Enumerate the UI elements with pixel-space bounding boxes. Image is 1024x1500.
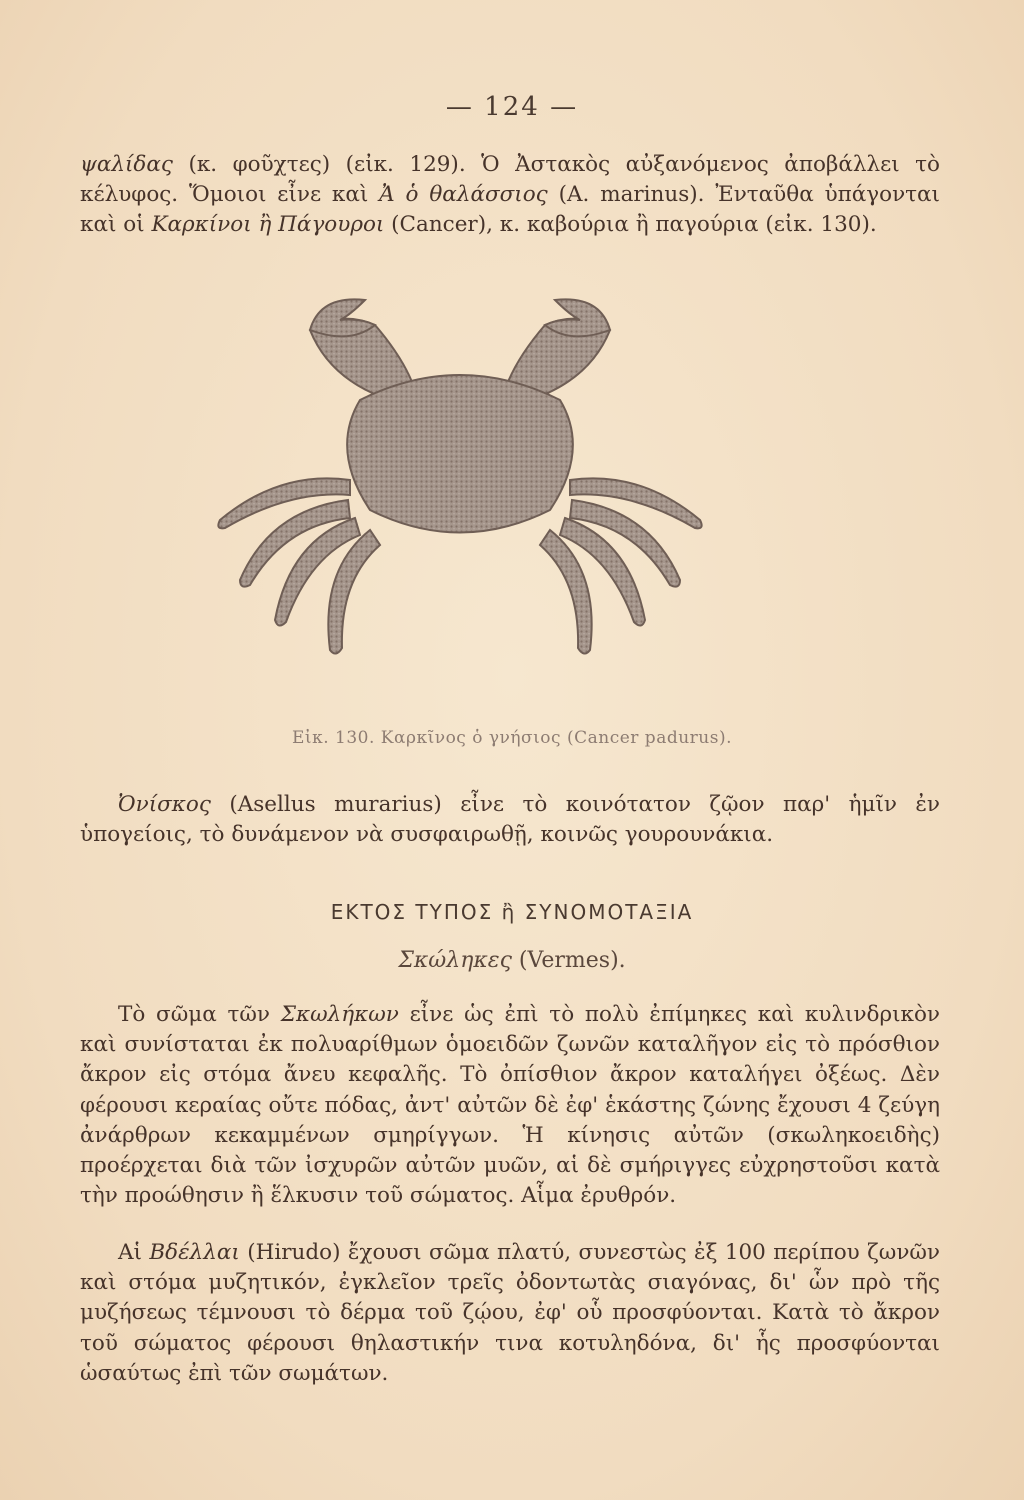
italic-term: Καρκίνοι ἢ Πάγουροι	[151, 212, 385, 238]
text-run: (Cancer), κ. καβούρια ἢ παγούρια (εἰκ. 130).	[384, 212, 877, 238]
page-number: — 124 —	[445, 92, 579, 122]
section-heading: ΕΚΤΟΣ ΤΥΠΟΣ ἢ ΣΥΝΟΜΟΤΑΞΙΑ	[330, 900, 694, 924]
paragraph-lobster	[80, 150, 940, 241]
text-run: Αἱ	[118, 1240, 150, 1265]
figure-caption: Εἰκ. 130. Καρκῖνος ὁ γνήσιος (Cancer padurus).	[292, 728, 732, 748]
italic-term: Ἀ ὁ θαλάσσιος	[379, 182, 548, 208]
text-run: (Hirudo) ἔχουσι σῶμα πλατύ, συνεστὼς ἐξ 100 περίπου ζωνῶν καὶ στόμα μυζητικόν, ἐγκλεῖον τρεῖς ὀδοντωτὰς σιαγόνας, δι' ὧν πρὸ τῆς μυζήσεως τέμνουσι τὸ δέρμα τοῦ ζῴου, ἐφ' οὗ προσφύονται. Κατὰ τὸ ἄκρον τοῦ σώματος φέρουσι θηλαστικήν τινα κοτυληδόνα, δι' ἧς προσφύονται ὡσαύτως ἐπὶ τῶν σωμάτων.	[80, 1240, 940, 1386]
italic-term: ψαλίδας	[80, 152, 173, 177]
paragraph-leeches	[80, 1238, 940, 1389]
text-run: εἶνε ὡς ἐπὶ τὸ πολὺ ἐπίμηκες καὶ κυλινδρικὸν καὶ συνίσταται ἐκ πολυαρίθμων ὁμοειδῶν ζωνῶν καταλῆγον εἰς τὸ πρόσθιον ἄκρον εἰς στόμα ἄνευ κεφαλῆς. Τὸ ὀπίσθιον ἄκρον καταλήγει ὀξέως. Δὲν φέρουσι κεραίας οὔτε πόδας, ἀντ' αὐτῶν δὲ ἐφ' ἑκάστης ζώνης ἔχουσι 4 ζεύγη ἀνάρθρων κεκαμμένων σμηρίγγων. Ἡ κίνησις αὐτῶν (σκωληκοειδὴς) προέρχεται διὰ τῶν ἰσχυρῶν αὐτῶν μυῶν, αἱ δὲ σμήριγγες εὐχρηστοῦσι κατὰ τὴν προώθησιν ἢ ἕλκυσιν τοῦ σώματος. Αἷμα ἐρυθρόν.	[80, 1002, 940, 1209]
italic-term: Βδέλλαι	[149, 1240, 240, 1265]
paragraph-asellus	[80, 790, 940, 850]
text-run: (A. marinus). Ἐνταῦθα ὑπάγονται καὶ οἱ	[80, 182, 940, 238]
italic-term: Σκωλήκων	[280, 1002, 399, 1027]
text-run: Τὸ σῶμα τῶν	[118, 1002, 281, 1027]
section-subheading	[0, 948, 1024, 973]
crab-illustration-icon	[200, 290, 720, 710]
italic-term: Σκώληκες	[398, 948, 512, 973]
paragraph-worms	[80, 1000, 940, 1211]
text-run: (Vermes).	[511, 948, 626, 973]
text-run: (Asellus murarius) εἶνε τὸ κοινότατον ζῷον παρ' ἡμῖν ἐν ὑπογείοις, τὸ δυνάμενον νὰ συσφαιρωθῇ, κοινῶς γουρουνάκια.	[80, 792, 940, 848]
italic-term: Ὀνίσκος	[118, 792, 211, 817]
text-run: (κ. φοῦχτες) (εἰκ. 129). Ὁ Ἀστακὸς αὐξανόμενος ἀποβάλλει τὸ κέλυφος. Ὅμοιοι εἶνε καὶ	[80, 152, 940, 208]
